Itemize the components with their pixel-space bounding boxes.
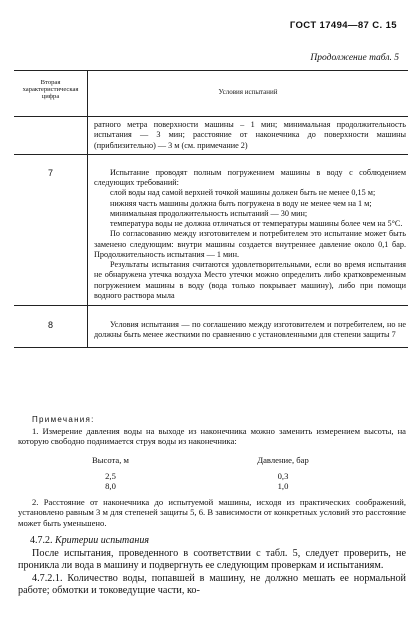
height-value: 8,0 xyxy=(105,480,116,491)
table-header xyxy=(14,71,408,117)
notes-title: Примечания: xyxy=(32,415,95,424)
conditions-cell xyxy=(88,155,408,305)
pressure-row xyxy=(18,471,406,481)
note-1: 1. Измерение давления воды на выходе из наконечника можно заменить измерением высоты, на которую свободно поднимается струя воды из наконечника: xyxy=(18,425,406,447)
pressure-table xyxy=(18,455,406,491)
table-row xyxy=(14,305,408,347)
note-2: 2. Расстояние от наконечника до испытуемой машины, исходя из практических соображений, установлено равным 3 м для степеней защиты 5, 6. В зависимости от конкретных условий это расстояние может быть уменьшено. xyxy=(18,496,406,528)
conditions-text: ратного метра поверхности машины – 1 мин; минимальная продолжительность испытания — 3 мин; расстояние от наконечника до поверхности машины (приблизительно) — 3 м (см. примечание 2) xyxy=(94,120,406,150)
test-conditions-table xyxy=(14,70,408,348)
conditions-paragraph: нижняя часть машины должна быть погружена в воду не менее чем на 1 м; xyxy=(110,198,372,208)
column-header-code: Вторая характеристическая цифра xyxy=(14,71,88,116)
code-cell xyxy=(14,117,88,154)
table-row xyxy=(14,154,408,305)
conditions-paragraph: Результаты испытания считаются удовлетворительными, если во время испытания не обнаружена утечка воздуха Место утечки можно определить либо кратковременным погружением машины в воду (вода только покрывает машину), либо при помощи водного раствора мыла xyxy=(94,260,406,300)
conditions-cell xyxy=(88,117,408,154)
height-value: 2,5 xyxy=(105,470,116,481)
conditions-cell xyxy=(88,306,408,347)
section-number: 4.7.2. xyxy=(30,535,53,546)
body-paragraph: 4.7.2.1. Количество воды, попавшей в машину, не должно мешать ее нормальной работе; обмотки и токоведущие части, ко- xyxy=(18,572,406,597)
table-continuation-label: Продолжение табл. 5 xyxy=(310,53,399,63)
conditions-paragraph: температура воды не должна отличаться от температуры машины более чем на 5°С. xyxy=(110,219,403,228)
body-paragraph: После испытания, проведенного в соответствии с табл. 5, следует проверить, не проникла ли вода в машину и подвергнуть ее следующим проверкам и испытаниям. xyxy=(18,548,406,572)
pressure-header: Давление, бар xyxy=(257,454,309,465)
code-cell: 7 xyxy=(14,155,88,305)
height-header: Высота, м xyxy=(92,454,129,465)
conditions-paragraph: слой воды над самой верхней точкой машины должен быть не менее 0,15 м; xyxy=(110,188,376,198)
code-cell: 8 xyxy=(14,306,88,347)
body-text xyxy=(18,548,406,598)
pressure-value: 0,3 xyxy=(277,470,289,481)
conditions-paragraph: Испытание проводят полным погружением машины в воду с соблюдением следующих требований: xyxy=(94,167,406,187)
section-title: Критерии испытания xyxy=(55,535,149,546)
pressure-value: 1,0 xyxy=(277,480,289,491)
conditions-paragraph: По согласованию между изготовителем и потребителем это испытание может быть заменено следующим: внутри машины создается внутреннее давление около 0,1 бар. Продолжительность испытания — 1 мин. xyxy=(94,229,406,259)
notes-block xyxy=(18,415,406,529)
conditions-paragraph: минимальная продолжительность испытаний — 30 мин; xyxy=(110,208,308,218)
conditions-paragraph: Условия испытания — по соглашению между изготовителем и потребителем, но не должны быть менее жесткими по сравнению с установленными для степени защиты 7 xyxy=(94,320,406,340)
pressure-table-header xyxy=(18,455,406,465)
column-header-conditions: Условия испытаний xyxy=(218,88,278,96)
pressure-row xyxy=(18,481,406,491)
table-row xyxy=(14,117,408,154)
page-header: ГОСТ 17494—87 С. 15 xyxy=(289,20,397,31)
section-heading xyxy=(30,535,149,546)
